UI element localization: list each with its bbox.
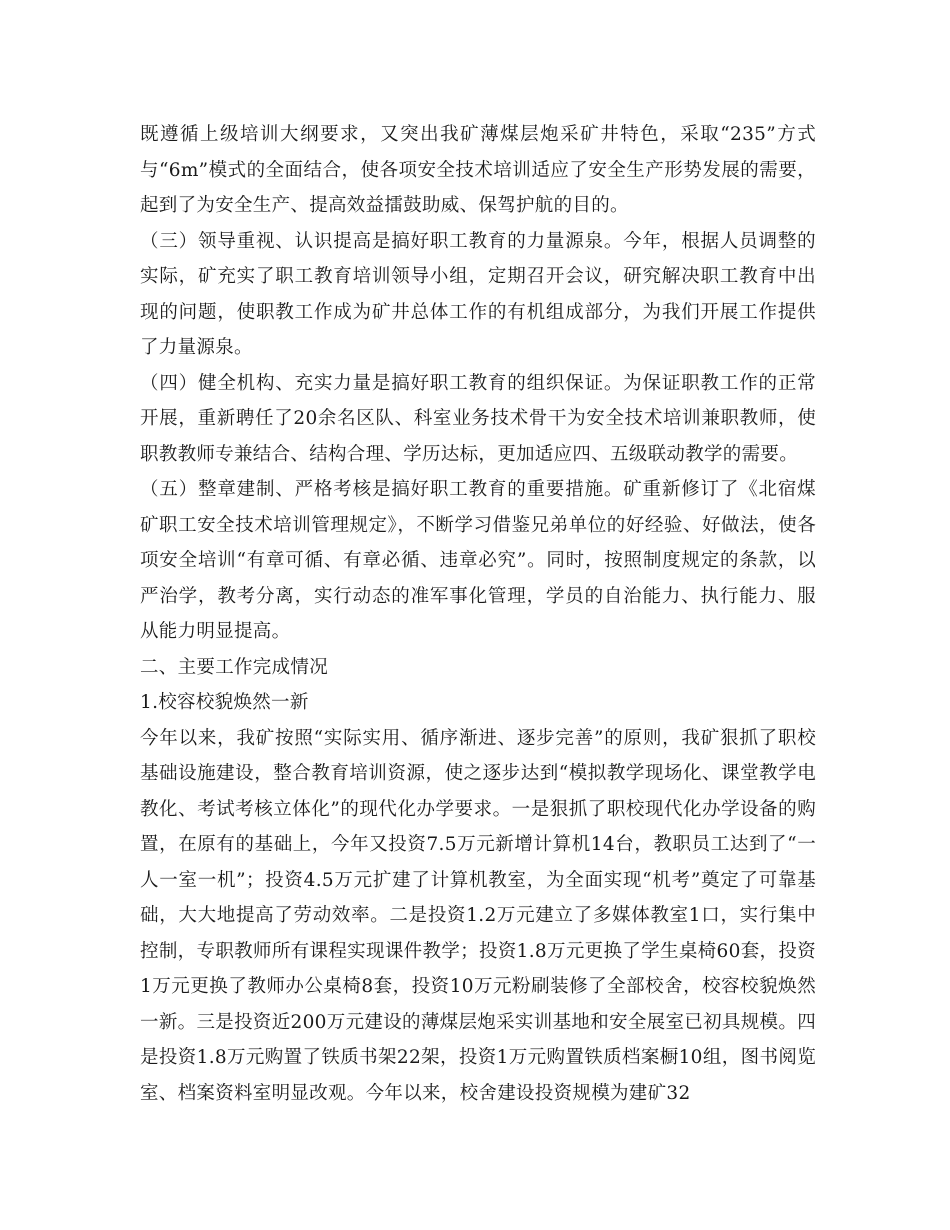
subsection-heading-campus: 1.校容校貌焕然一新 bbox=[140, 692, 309, 713]
document-body bbox=[140, 117, 816, 1111]
paragraph-organization: （四）健全机构、充实力量是搞好职工教育的组织保证。为保证职教工作的正常开展，重新聘任了20余名区队、科室业务技术骨干为安全技术培训兼职教师，使职教教师专兼结合、结构合理、学历达标，更加适应四、五级联动教学的需要。 bbox=[140, 372, 816, 465]
paragraph-leadership: （三）领导重视、认识提高是搞好职工教育的力量源泉。今年，根据人员调整的实际，矿充实了职工教育培训领导小组，定期召开会议，研究解决职工教育中出现的问题，使职教工作成为矿井总体工作的有机组成部分，为我们开展工作提供了力量源泉。 bbox=[140, 230, 816, 358]
paragraph-training-outline: 既遵循上级培训大纲要求，又突出我矿薄煤层炮采矿井特色，采取“235”方式与“6m”模式的全面结合，使各项安全技术培训适应了安全生产形势发展的需要，起到了为安全生产、提高效益擂鼓助威、保驾护航的目的。 bbox=[140, 124, 816, 216]
section-heading-main-work: 二、主要工作完成情况 bbox=[140, 656, 329, 678]
paragraph-campus-investment: 今年以来，我矿按照“实际实用、循序渐进、逐步完善”的原则，我矿狠抓了职校基础设施建设，整合教育培训资源，使之逐步达到“模拟教学现场化、课堂教学电教化、考试考核立体化”的现代化办学要求。一是狠抓了职校现代化办学设备的购置，在原有的基础上，今年又投资7.5万元新增计算机14台，教职员工达到了“一人一室一机”；投资4.5万元扩建了计算机教室，为全面实现“机考”奠定了可靠基础，大大地提高了劳动效率。二是投资1.2万元建立了多媒体教室1口，实行集中控制，专职教师所有课程实现课件教学；投资1.8万元更换了学生桌椅60套，投资1万元更换了教师办公桌椅8套，投资10万元粉刷装修了全部校舍，校容校貌焕然一新。三是投资近200万元建设的薄煤层炮采实训基地和安全展室已初具规模。四是投资1.8万元购置了铁质书架22架，投资1万元购置铁质档案橱10组，图书阅览室、档案资料室明显改观。今年以来，校舍建设投资规模为建矿32 bbox=[140, 727, 816, 1104]
paragraph-regulations: （五）整章建制、严格考核是搞好职工教育的重要措施。矿重新修订了《北宿煤矿职工安全技术培训管理规定》，不断学习借鉴兄弟单位的好经验、好做法，使各项安全培训“有章可循、有章必循、违章必究”。同时，按照制度规定的条款，以严治学，教考分离，实行动态的准军事化管理，学员的自治能力、执行能力、服从能力明显提高。 bbox=[140, 479, 816, 642]
